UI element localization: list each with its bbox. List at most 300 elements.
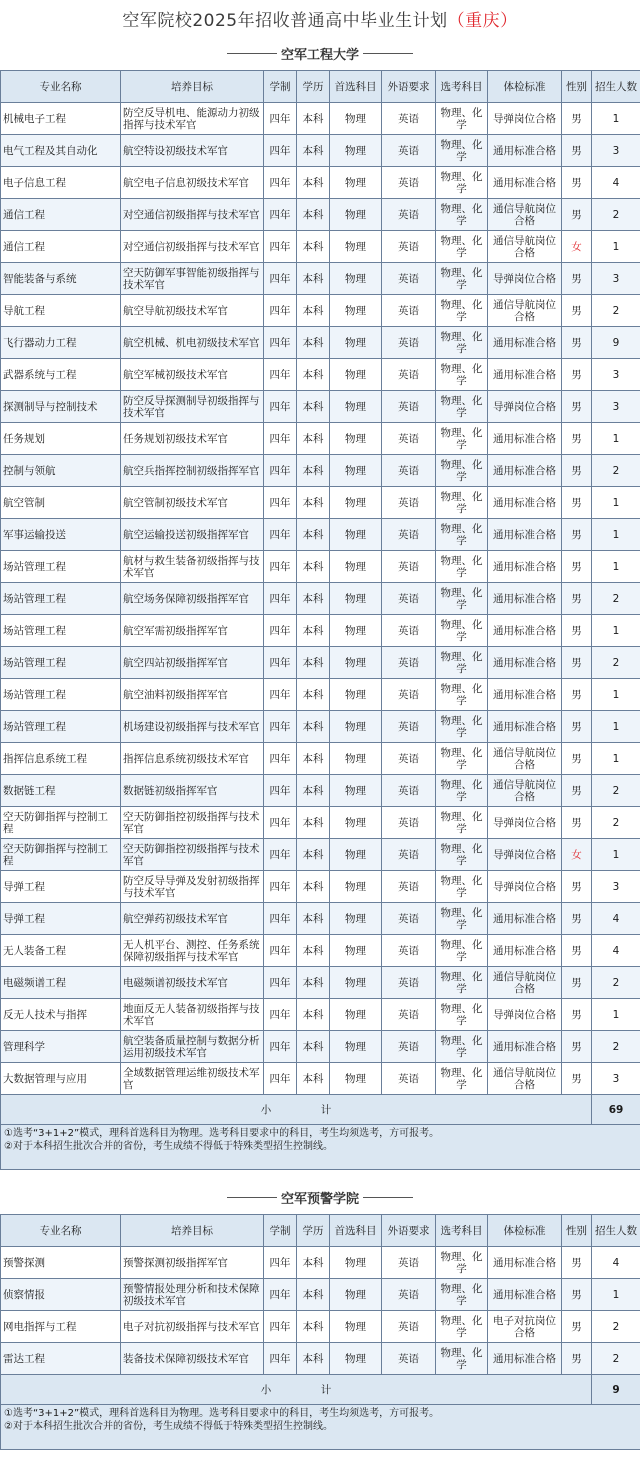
section-title <box>0 36 640 70</box>
cell-enrollment-count: 2 <box>592 807 640 839</box>
cell-degree: 本科 <box>297 103 330 135</box>
column-header-physical-standard: 体检标准 <box>488 1215 562 1247</box>
cell-physical-standard: 导弹岗位合格 <box>488 807 562 839</box>
table-row <box>1 839 640 871</box>
cell-major-name: 导弹工程 <box>1 903 121 935</box>
cell-major-name: 通信工程 <box>1 231 121 263</box>
cell-degree: 本科 <box>297 199 330 231</box>
cell-duration: 四年 <box>264 551 297 583</box>
cell-language: 英语 <box>382 199 436 231</box>
cell-primary-subject: 物理 <box>330 711 382 743</box>
cell-primary-subject: 物理 <box>330 327 382 359</box>
table-row <box>1 423 640 455</box>
cell-degree: 本科 <box>297 423 330 455</box>
cell-training-goal: 空天防御指控初级指挥与技术军官 <box>121 807 264 839</box>
subtotal-label <box>1 1375 592 1405</box>
cell-degree: 本科 <box>297 871 330 903</box>
cell-degree: 本科 <box>297 551 330 583</box>
cell-enrollment-count: 1 <box>592 999 640 1031</box>
cell-primary-subject: 物理 <box>330 839 382 871</box>
cell-gender: 男 <box>562 743 592 775</box>
cell-duration: 四年 <box>264 423 297 455</box>
cell-elective-subjects: 物理、化学 <box>436 743 488 775</box>
cell-language: 英语 <box>382 743 436 775</box>
cell-gender: 男 <box>562 999 592 1031</box>
cell-enrollment-count: 3 <box>592 359 640 391</box>
cell-gender: 男 <box>562 135 592 167</box>
cell-training-goal: 空天防御军事智能初级指挥与技术军官 <box>121 263 264 295</box>
cell-language: 英语 <box>382 167 436 199</box>
table-row <box>1 711 640 743</box>
cell-duration: 四年 <box>264 103 297 135</box>
cell-degree: 本科 <box>297 1311 330 1343</box>
subtotal-label-char: 小 <box>260 1383 272 1396</box>
cell-physical-standard: 通用标准合格 <box>488 519 562 551</box>
cell-gender: 男 <box>562 423 592 455</box>
table-row <box>1 1063 640 1095</box>
cell-degree: 本科 <box>297 967 330 999</box>
cell-degree: 本科 <box>297 743 330 775</box>
cell-training-goal: 航空油料初级指挥军官 <box>121 679 264 711</box>
cell-physical-standard: 通用标准合格 <box>488 1247 562 1279</box>
cell-primary-subject: 物理 <box>330 679 382 711</box>
cell-language: 英语 <box>382 871 436 903</box>
cell-primary-subject: 物理 <box>330 647 382 679</box>
cell-degree: 本科 <box>297 903 330 935</box>
cell-duration: 四年 <box>264 775 297 807</box>
cell-primary-subject: 物理 <box>330 1311 382 1343</box>
table-header-row <box>1 71 640 103</box>
cell-gender: 男 <box>562 359 592 391</box>
cell-training-goal: 航材与救生装备初级指挥与技术军官 <box>121 551 264 583</box>
cell-gender: 男 <box>562 1031 592 1063</box>
cell-physical-standard: 通用标准合格 <box>488 647 562 679</box>
cell-degree: 本科 <box>297 1031 330 1063</box>
cell-major-name: 指挥信息系统工程 <box>1 743 121 775</box>
cell-gender: 男 <box>562 103 592 135</box>
cell-duration: 四年 <box>264 743 297 775</box>
divider <box>227 1197 277 1198</box>
cell-gender: 男 <box>562 1343 592 1375</box>
cell-enrollment-count: 1 <box>592 839 640 871</box>
cell-elective-subjects: 物理、化学 <box>436 999 488 1031</box>
divider <box>227 53 277 54</box>
table-row <box>1 647 640 679</box>
cell-enrollment-count: 2 <box>592 199 640 231</box>
cell-training-goal: 航空导航初级技术军官 <box>121 295 264 327</box>
cell-major-name: 无人装备工程 <box>1 935 121 967</box>
cell-degree: 本科 <box>297 711 330 743</box>
note-line: ①选考“3+1+2”模式，理科首选科目为物理。选考科目要求中的科目，考生均须选考，方可报考。 <box>4 1408 440 1419</box>
cell-elective-subjects: 物理、化学 <box>436 871 488 903</box>
table-row <box>1 615 640 647</box>
column-header-major-name: 专业名称 <box>1 1215 121 1247</box>
table-row <box>1 1343 640 1375</box>
cell-primary-subject: 物理 <box>330 551 382 583</box>
cell-primary-subject: 物理 <box>330 999 382 1031</box>
cell-physical-standard: 通信导航岗位合格 <box>488 231 562 263</box>
cell-physical-standard: 导弹岗位合格 <box>488 839 562 871</box>
cell-language: 英语 <box>382 647 436 679</box>
cell-elective-subjects: 物理、化学 <box>436 135 488 167</box>
cell-language: 英语 <box>382 679 436 711</box>
table-row <box>1 455 640 487</box>
cell-physical-standard: 通信导航岗位合格 <box>488 743 562 775</box>
cell-primary-subject: 物理 <box>330 199 382 231</box>
cell-elective-subjects: 物理、化学 <box>436 647 488 679</box>
cell-training-goal: 航空机械、机电初级技术军官 <box>121 327 264 359</box>
cell-duration: 四年 <box>264 807 297 839</box>
cell-gender: 男 <box>562 903 592 935</box>
cell-major-name: 导航工程 <box>1 295 121 327</box>
cell-major-name: 机械电子工程 <box>1 103 121 135</box>
cell-major-name: 场站管理工程 <box>1 647 121 679</box>
cell-training-goal: 对空通信初级指挥与技术军官 <box>121 199 264 231</box>
cell-major-name: 通信工程 <box>1 199 121 231</box>
cell-elective-subjects: 物理、化学 <box>436 359 488 391</box>
cell-elective-subjects: 物理、化学 <box>436 967 488 999</box>
cell-major-name: 雷达工程 <box>1 1343 121 1375</box>
cell-language: 英语 <box>382 583 436 615</box>
cell-major-name: 场站管理工程 <box>1 583 121 615</box>
column-header-elective-subjects: 选考科目 <box>436 71 488 103</box>
note-line: ①选考“3+1+2”模式，理科首选科目为物理。选考科目要求中的科目，考生均须选考，方可报考。 <box>4 1128 440 1139</box>
column-header-duration: 学制 <box>264 1215 297 1247</box>
cell-primary-subject: 物理 <box>330 743 382 775</box>
cell-training-goal: 防空反导探测制导初级指挥与技术军官 <box>121 391 264 423</box>
cell-primary-subject: 物理 <box>330 519 382 551</box>
cell-language: 英语 <box>382 935 436 967</box>
subtotal-label-char: 计 <box>320 1383 332 1396</box>
cell-physical-standard: 通用标准合格 <box>488 359 562 391</box>
cell-language: 英语 <box>382 135 436 167</box>
cell-gender: 男 <box>562 551 592 583</box>
section-name: 空军工程大学 <box>280 47 359 63</box>
subtotal-row <box>1 1095 640 1125</box>
cell-training-goal: 无人机平台、测控、任务系统保障初级指挥与技术军官 <box>121 935 264 967</box>
cell-primary-subject: 物理 <box>330 967 382 999</box>
cell-language: 英语 <box>382 1031 436 1063</box>
cell-language: 英语 <box>382 487 436 519</box>
cell-primary-subject: 物理 <box>330 903 382 935</box>
cell-language: 英语 <box>382 327 436 359</box>
cell-primary-subject: 物理 <box>330 391 382 423</box>
table-row <box>1 1031 640 1063</box>
cell-physical-standard: 通信导航岗位合格 <box>488 295 562 327</box>
cell-primary-subject: 物理 <box>330 295 382 327</box>
cell-major-name: 场站管理工程 <box>1 679 121 711</box>
cell-enrollment-count: 9 <box>592 327 640 359</box>
cell-enrollment-count: 2 <box>592 295 640 327</box>
cell-major-name: 场站管理工程 <box>1 551 121 583</box>
cell-degree: 本科 <box>297 647 330 679</box>
cell-elective-subjects: 物理、化学 <box>436 1279 488 1311</box>
column-header-training-goal: 培养目标 <box>121 71 264 103</box>
cell-physical-standard: 导弹岗位合格 <box>488 871 562 903</box>
cell-language: 英语 <box>382 967 436 999</box>
cell-major-name: 预警探测 <box>1 1247 121 1279</box>
cell-primary-subject: 物理 <box>330 775 382 807</box>
cell-language: 英语 <box>382 455 436 487</box>
cell-duration: 四年 <box>264 903 297 935</box>
column-header-language: 外语要求 <box>382 71 436 103</box>
cell-duration: 四年 <box>264 487 297 519</box>
table-row <box>1 903 640 935</box>
table-row <box>1 1279 640 1311</box>
cell-major-name: 反无人技术与指挥 <box>1 999 121 1031</box>
cell-gender: 男 <box>562 775 592 807</box>
cell-gender: 男 <box>562 295 592 327</box>
cell-language: 英语 <box>382 103 436 135</box>
cell-major-name: 航空管制 <box>1 487 121 519</box>
cell-elective-subjects: 物理、化学 <box>436 487 488 519</box>
cell-enrollment-count: 3 <box>592 135 640 167</box>
cell-gender: 女 <box>562 231 592 263</box>
table-row <box>1 935 640 967</box>
cell-gender: 男 <box>562 807 592 839</box>
cell-elective-subjects: 物理、化学 <box>436 167 488 199</box>
cell-elective-subjects: 物理、化学 <box>436 551 488 583</box>
table-row <box>1 167 640 199</box>
cell-major-name: 武器系统与工程 <box>1 359 121 391</box>
cell-elective-subjects: 物理、化学 <box>436 1031 488 1063</box>
cell-language: 英语 <box>382 1311 436 1343</box>
cell-physical-standard: 通用标准合格 <box>488 1031 562 1063</box>
cell-major-name: 电子信息工程 <box>1 167 121 199</box>
cell-physical-standard: 导弹岗位合格 <box>488 391 562 423</box>
cell-language: 英语 <box>382 1063 436 1095</box>
cell-training-goal: 电磁频谱初级技术军官 <box>121 967 264 999</box>
cell-duration: 四年 <box>264 679 297 711</box>
cell-physical-standard: 通用标准合格 <box>488 1279 562 1311</box>
table-row <box>1 231 640 263</box>
cell-primary-subject: 物理 <box>330 263 382 295</box>
cell-major-name: 空天防御指挥与控制工程 <box>1 807 121 839</box>
cell-elective-subjects: 物理、化学 <box>436 391 488 423</box>
divider <box>363 53 413 54</box>
cell-training-goal: 地面反无人装备初级指挥与技术军官 <box>121 999 264 1031</box>
cell-training-goal: 航空运输投送初级指挥军官 <box>121 519 264 551</box>
cell-duration: 四年 <box>264 647 297 679</box>
cell-enrollment-count: 2 <box>592 1311 640 1343</box>
cell-duration: 四年 <box>264 1343 297 1375</box>
table-row <box>1 1247 640 1279</box>
cell-enrollment-count: 1 <box>592 487 640 519</box>
cell-training-goal: 预警情报处理分析和技术保障初级技术军官 <box>121 1279 264 1311</box>
cell-language: 英语 <box>382 231 436 263</box>
cell-duration: 四年 <box>264 167 297 199</box>
cell-degree: 本科 <box>297 519 330 551</box>
cell-duration: 四年 <box>264 871 297 903</box>
cell-degree: 本科 <box>297 1247 330 1279</box>
cell-primary-subject: 物理 <box>330 455 382 487</box>
cell-elective-subjects: 物理、化学 <box>436 295 488 327</box>
cell-enrollment-count: 2 <box>592 647 640 679</box>
cell-enrollment-count: 4 <box>592 167 640 199</box>
cell-training-goal: 航空军械初级技术军官 <box>121 359 264 391</box>
table-row <box>1 199 640 231</box>
cell-training-goal: 预警探测初级指挥军官 <box>121 1247 264 1279</box>
cell-enrollment-count: 2 <box>592 583 640 615</box>
cell-training-goal: 防空反导机电、能源动力初级指挥与技术军官 <box>121 103 264 135</box>
cell-major-name: 电磁频谱工程 <box>1 967 121 999</box>
column-header-degree: 学历 <box>297 1215 330 1247</box>
cell-gender: 男 <box>562 679 592 711</box>
cell-gender: 男 <box>562 967 592 999</box>
table-row <box>1 135 640 167</box>
cell-language: 英语 <box>382 1279 436 1311</box>
subtotal-label <box>1 1095 592 1125</box>
cell-elective-subjects: 物理、化学 <box>436 1247 488 1279</box>
cell-degree: 本科 <box>297 167 330 199</box>
cell-major-name: 大数据管理与应用 <box>1 1063 121 1095</box>
cell-duration: 四年 <box>264 1279 297 1311</box>
cell-training-goal: 任务规划初级技术军官 <box>121 423 264 455</box>
cell-physical-standard: 导弹岗位合格 <box>488 103 562 135</box>
cell-training-goal: 航空军需初级指挥军官 <box>121 615 264 647</box>
cell-physical-standard: 通用标准合格 <box>488 487 562 519</box>
table-row <box>1 103 640 135</box>
cell-gender: 男 <box>562 1279 592 1311</box>
cell-physical-standard: 通用标准合格 <box>488 679 562 711</box>
cell-duration: 四年 <box>264 135 297 167</box>
cell-primary-subject: 物理 <box>330 871 382 903</box>
cell-physical-standard: 通用标准合格 <box>488 1343 562 1375</box>
cell-degree: 本科 <box>297 839 330 871</box>
cell-physical-standard: 通用标准合格 <box>488 935 562 967</box>
cell-duration: 四年 <box>264 999 297 1031</box>
cell-elective-subjects: 物理、化学 <box>436 423 488 455</box>
subtotal-value: 9 <box>592 1375 640 1405</box>
column-header-training-goal: 培养目标 <box>121 1215 264 1247</box>
table-row <box>1 487 640 519</box>
cell-major-name: 场站管理工程 <box>1 711 121 743</box>
cell-primary-subject: 物理 <box>330 1031 382 1063</box>
cell-degree: 本科 <box>297 1343 330 1375</box>
cell-gender: 男 <box>562 711 592 743</box>
cell-physical-standard: 通用标准合格 <box>488 903 562 935</box>
table-row <box>1 519 640 551</box>
cell-duration: 四年 <box>264 1031 297 1063</box>
table-row <box>1 391 640 423</box>
cell-training-goal: 防空反导导弹及发射初级指挥与技术军官 <box>121 871 264 903</box>
cell-enrollment-count: 1 <box>592 423 640 455</box>
cell-language: 英语 <box>382 519 436 551</box>
cell-physical-standard: 通用标准合格 <box>488 423 562 455</box>
table-row <box>1 359 640 391</box>
cell-duration: 四年 <box>264 455 297 487</box>
cell-gender: 男 <box>562 647 592 679</box>
cell-major-name: 网电指挥与工程 <box>1 1311 121 1343</box>
cell-language: 英语 <box>382 903 436 935</box>
cell-degree: 本科 <box>297 1063 330 1095</box>
cell-elective-subjects: 物理、化学 <box>436 1311 488 1343</box>
cell-major-name: 任务规划 <box>1 423 121 455</box>
cell-degree: 本科 <box>297 455 330 487</box>
cell-training-goal: 数据链初级指挥军官 <box>121 775 264 807</box>
cell-language: 英语 <box>382 423 436 455</box>
cell-training-goal: 航空电子信息初级技术军官 <box>121 167 264 199</box>
cell-enrollment-count: 1 <box>592 519 640 551</box>
cell-duration: 四年 <box>264 1311 297 1343</box>
cell-duration: 四年 <box>264 583 297 615</box>
cell-gender: 男 <box>562 1247 592 1279</box>
cell-enrollment-count: 2 <box>592 967 640 999</box>
cell-degree: 本科 <box>297 295 330 327</box>
cell-elective-subjects: 物理、化学 <box>436 583 488 615</box>
cell-gender: 男 <box>562 327 592 359</box>
table-row <box>1 263 640 295</box>
cell-language: 英语 <box>382 295 436 327</box>
cell-elective-subjects: 物理、化学 <box>436 199 488 231</box>
cell-training-goal: 航空特设初级技术军官 <box>121 135 264 167</box>
notes-row <box>1 1405 640 1450</box>
cell-gender: 男 <box>562 1063 592 1095</box>
page-title-main: 空军院校2025年招收普通高中毕业生计划 <box>122 10 448 31</box>
column-header-language: 外语要求 <box>382 1215 436 1247</box>
cell-physical-standard: 电子对抗岗位合格 <box>488 1311 562 1343</box>
table-row <box>1 583 640 615</box>
table-row <box>1 743 640 775</box>
cell-primary-subject: 物理 <box>330 359 382 391</box>
table-header-row <box>1 1215 640 1247</box>
column-header-degree: 学历 <box>297 71 330 103</box>
cell-physical-standard: 通用标准合格 <box>488 551 562 583</box>
notes <box>1 1125 640 1170</box>
cell-primary-subject: 物理 <box>330 231 382 263</box>
cell-gender: 男 <box>562 871 592 903</box>
cell-physical-standard: 通用标准合格 <box>488 583 562 615</box>
cell-duration: 四年 <box>264 359 297 391</box>
cell-elective-subjects: 物理、化学 <box>436 711 488 743</box>
cell-training-goal: 全域数据管理运维初级技术军官 <box>121 1063 264 1095</box>
cell-major-name: 飞行器动力工程 <box>1 327 121 359</box>
cell-language: 英语 <box>382 807 436 839</box>
table-row <box>1 775 640 807</box>
cell-physical-standard: 通用标准合格 <box>488 167 562 199</box>
cell-enrollment-count: 3 <box>592 1063 640 1095</box>
cell-primary-subject: 物理 <box>330 935 382 967</box>
cell-gender: 男 <box>562 615 592 647</box>
table-row <box>1 871 640 903</box>
cell-major-name: 管理科学 <box>1 1031 121 1063</box>
cell-training-goal: 机场建设初级指挥与技术军官 <box>121 711 264 743</box>
cell-enrollment-count: 1 <box>592 1279 640 1311</box>
cell-degree: 本科 <box>297 391 330 423</box>
cell-duration: 四年 <box>264 327 297 359</box>
cell-primary-subject: 物理 <box>330 103 382 135</box>
cell-physical-standard: 通用标准合格 <box>488 615 562 647</box>
cell-enrollment-count: 1 <box>592 679 640 711</box>
cell-major-name: 导弹工程 <box>1 871 121 903</box>
cell-physical-standard: 通信导航岗位合格 <box>488 775 562 807</box>
cell-elective-subjects: 物理、化学 <box>436 679 488 711</box>
cell-primary-subject: 物理 <box>330 583 382 615</box>
table-row <box>1 967 640 999</box>
cell-training-goal: 对空通信初级指挥与技术军官 <box>121 231 264 263</box>
cell-elective-subjects: 物理、化学 <box>436 615 488 647</box>
cell-major-name: 电气工程及其自动化 <box>1 135 121 167</box>
cell-language: 英语 <box>382 711 436 743</box>
cell-language: 英语 <box>382 359 436 391</box>
cell-primary-subject: 物理 <box>330 167 382 199</box>
cell-training-goal: 航空装备质量控制与数据分析运用初级技术军官 <box>121 1031 264 1063</box>
cell-language: 英语 <box>382 1247 436 1279</box>
cell-gender: 男 <box>562 263 592 295</box>
cell-degree: 本科 <box>297 1279 330 1311</box>
cell-major-name: 控制与领航 <box>1 455 121 487</box>
cell-enrollment-count: 1 <box>592 711 640 743</box>
